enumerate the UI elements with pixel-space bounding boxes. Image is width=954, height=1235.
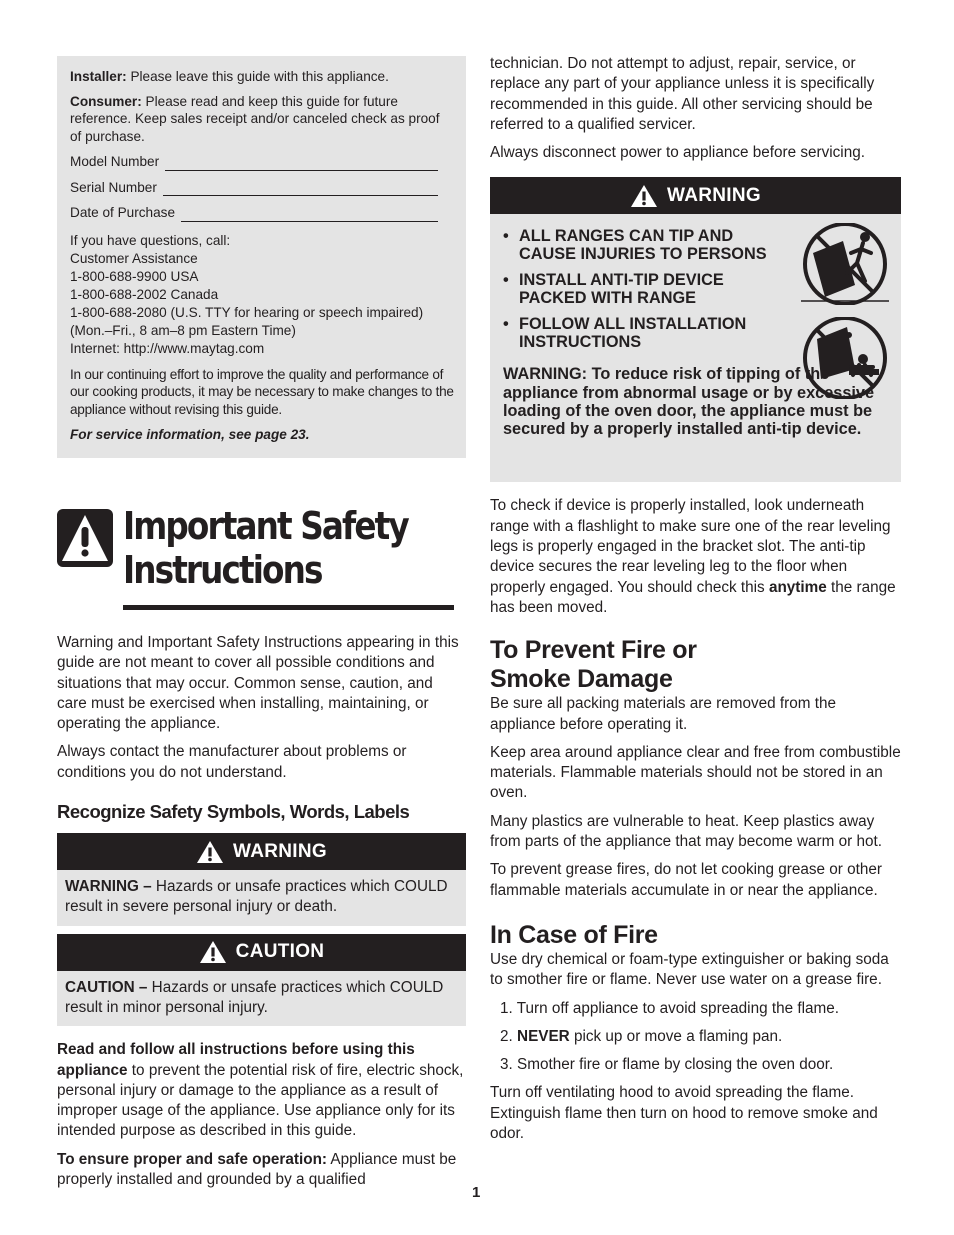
anti-tip-warning-box (490, 177, 901, 482)
consumer-note: Consumer: Please read and keep this guide for future reference. Keep sales receipt and/or canceled check as proof of purchase. (70, 93, 440, 144)
list-item: • INSTALL ANTI-TIP DEVICE PACKED WITH RANGE (503, 272, 788, 307)
date-of-purchase-field: Date of Purchase (70, 204, 454, 222)
installer-note: Installer: Please leave this guide with this appliance. (70, 69, 389, 84)
service-info-note: For service information, see page 23. (70, 427, 310, 442)
improvement-notice: In our continuing effort to improve the quality and performance of our cooking products, it may be necessary to make changes to the appliance without revising this guide. (70, 366, 454, 417)
installer-info-box-wrapper (57, 56, 466, 458)
intro-paragraph-2: Always contact the manufacturer about problems or conditions you do not understand. (57, 743, 407, 781)
fire-paragraph-3: Many plastics are vulnerable to heat. Keep plastics away from parts of the appliance that may become warm or hot. (490, 812, 882, 851)
check-device-paragraph: To check if device is properly installed, look underneath range with a flashlight to make sure one of the rear leveling legs is properly engaged in the bracket slot. The anti-tip device secures the rear leveling leg to the floor when properly engaged. You should check this anytime the range has been moved. (490, 497, 896, 616)
anti-tip-warning-note: WARNING: To reduce risk of tipping of the appliance from abnormal usage or by excessive loading of the oven door, the appliance must be secured by a properly installed anti-tip device. (503, 365, 875, 439)
intro-paragraph-1: Warning and Important Safety Instructions appearing in this guide are not meant to cover all possible conditions and situations that may occur. Common sense, caution, and care must be exercised when installing, maintaining, or operating the appliance. (57, 634, 459, 733)
page-number: 1 (472, 1184, 481, 1201)
fire-paragraph-1: Be sure all packing materials are removed from the appliance before operating it. (490, 695, 837, 733)
page-title: Important Safety Instructions (123, 504, 408, 592)
list-item: 2. NEVER pick up or move a flaming pan. (500, 1027, 783, 1045)
caution-signal-bar: CAUTION (57, 934, 466, 971)
fire-paragraph-2: Keep area around appliance clear and free from combustible materials. Flammable materials should not be stored in an oven. (490, 743, 901, 802)
caution-definition: CAUTION – Hazards or unsafe practices which COULD result in minor personal injury. (57, 971, 466, 1027)
model-number-field: Model Number (70, 153, 454, 171)
disconnect-power-paragraph: Always disconnect power to appliance before servicing. (490, 144, 865, 162)
read-follow-paragraph: Read and follow all instructions before using this appliance to prevent the potential risk of fire, electric shock, personal injury or damage to the appliance as a result of improper usage of the appliance. Use appliance only for its intended purpose as described in this guide. (57, 1041, 464, 1140)
fire-prevention-heading: To Prevent Fire or Smoke Damage (490, 636, 697, 694)
anti-tip-bullet-list (503, 228, 788, 360)
left-body (57, 633, 466, 1198)
website-link[interactable]: Internet: http://www.maytag.com (70, 340, 265, 356)
list-item: 3. Smother fire or flame by closing the oven door. (500, 1056, 834, 1074)
range-tipping-prohibited-icon (799, 223, 891, 305)
warning-definition: WARNING – Hazards or unsafe practices which COULD result in severe personal injury or death. (57, 870, 466, 926)
case-paragraph-1: Use dry chemical or foam-type extinguisher or baking soda to smother fire or flame. Never use water on a grease fire. (490, 950, 889, 989)
list-item: 1. Turn off appliance to avoid spreading the flame. (500, 999, 840, 1017)
title-underline (123, 605, 454, 610)
page-title-block (57, 504, 466, 616)
anti-tip-warning-bar: WARNING (490, 177, 901, 214)
exclamation-triangle-icon (630, 184, 658, 208)
installer-info-box (57, 56, 466, 458)
safety-symbols-heading: Recognize Safety Symbols, Words, Labels (57, 801, 410, 823)
exclamation-triangle-icon (199, 940, 227, 964)
contact-info: If you have questions, call: Customer Assistance 1-800-688-9900 USA 1-800-688-2002 Canada 1-800-688-2080 (U.S. TTY for hearing or speech impaired) (Mon.–Fri., 8 am–8 pm Eastern Time) Internet: http://www.maytag.com (70, 232, 454, 358)
exclamation-triangle-icon (196, 840, 224, 864)
fire-paragraph-4: To prevent grease fires, do not let cooking grease or other flammable materials accumulate in or near the appliance. (490, 861, 882, 899)
list-item: • ALL RANGES CAN TIP AND CAUSE INJURIES TO PERSONS (503, 228, 788, 263)
exclamation-triangle-icon (57, 509, 113, 567)
in-case-of-fire-heading: In Case of Fire (490, 920, 658, 949)
warning-signal-bar: WARNING (57, 833, 466, 870)
serial-number-field: Serial Number (70, 179, 454, 197)
case-paragraph-2: Turn off ventilating hood to avoid spreading the flame. Extinguish flame then turn on hood to remove smoke and odor. (490, 1084, 878, 1143)
list-item: • FOLLOW ALL INSTALLATION INSTRUCTIONS (503, 316, 788, 351)
ensure-operation-paragraph: To ensure proper and safe operation: Appliance must be properly installed and grounded by a qualified (57, 1150, 457, 1189)
right-column (490, 54, 901, 1152)
servicing-paragraph: technician. Do not attempt to adjust, repair, service, or replace any part of your appliance unless it is specifically recommended in this guide. All other servicing should be referred to a qualified servicer. (490, 55, 875, 133)
fire-steps-list (490, 999, 901, 1076)
